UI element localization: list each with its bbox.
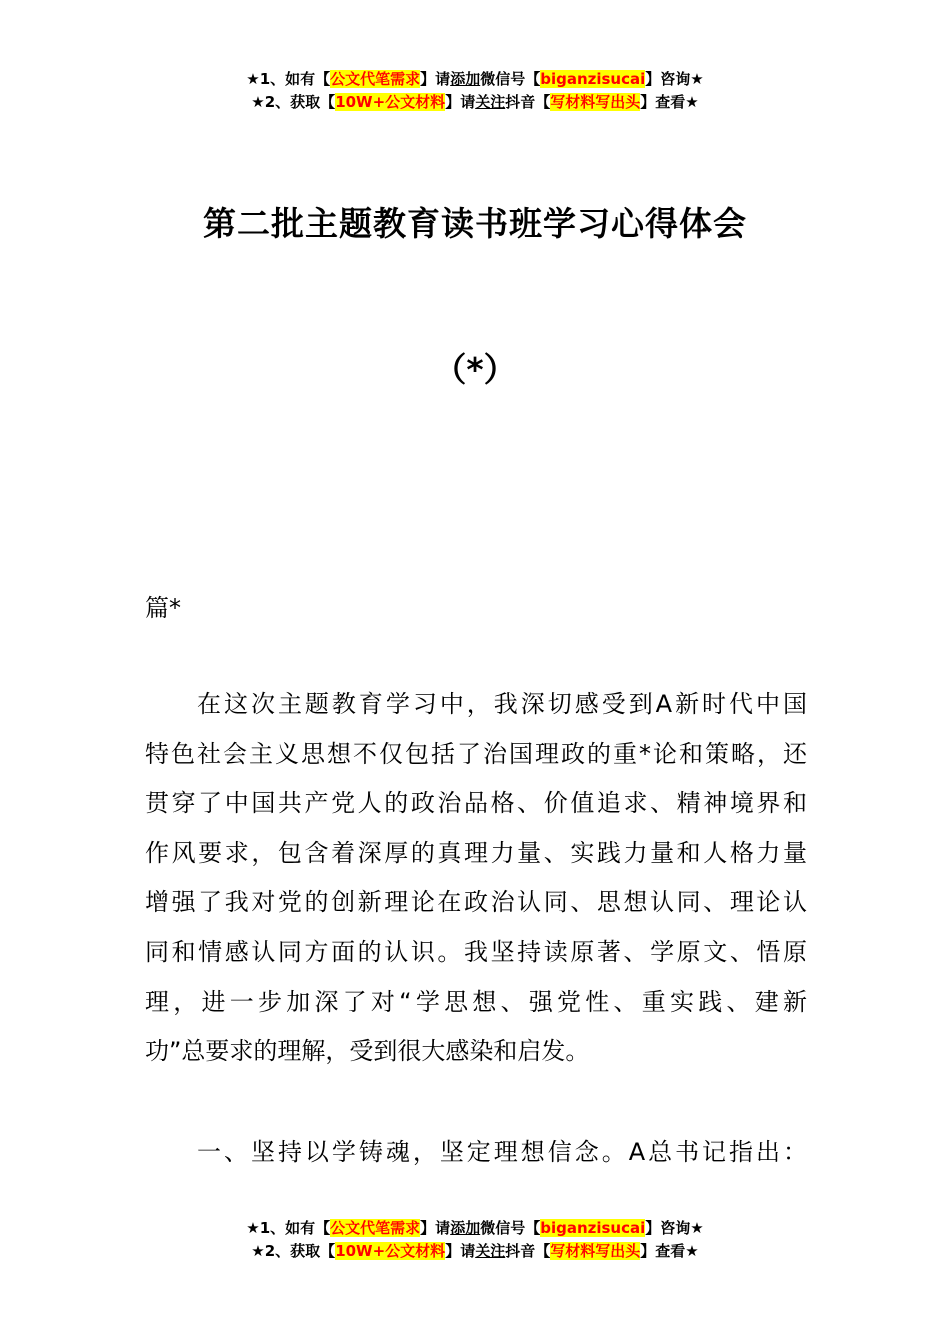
banner-highlight: 10W+公文材料 <box>335 93 446 111</box>
banner-text: 抖音【 <box>505 1242 551 1260</box>
paragraph-line: 同和情感认同方面的认识。我坚持读原著、学原文、悟原 <box>145 937 807 966</box>
paragraph-line: 增强了我对党的创新理论在政治认同、思想认同、理论认 <box>145 888 807 917</box>
banner-text: 】请 <box>445 93 476 111</box>
banner-text: 微信号【 <box>480 1219 541 1237</box>
paragraph-line: 特色社会主义思想不仅包括了治国理政的重*论和策略，还 <box>145 739 807 768</box>
banner-highlight: biganzisucai <box>540 70 646 88</box>
banner-text: 】请 <box>420 70 451 88</box>
header-banner <box>0 68 950 114</box>
paragraph-line: 作风要求，包含着深厚的真理力量、实践力量和人格力量 <box>145 838 807 867</box>
banner-text: 抖音【 <box>505 93 551 111</box>
document-subtitle: （*） <box>433 350 517 389</box>
banner-highlight: biganzisucai <box>540 1219 646 1237</box>
banner-text: 】请 <box>445 1242 476 1260</box>
paragraph-line: 在这次主题教育学习中，我深切感受到A新时代中国 <box>197 690 807 718</box>
banner-text: ★1、如有【 <box>246 1219 331 1237</box>
banner-text: 】查看★ <box>640 93 699 111</box>
banner-underlined: 关注 <box>475 1242 506 1260</box>
section-label: 篇* <box>145 594 181 622</box>
banner-highlight: 写材料写出头 <box>550 93 641 111</box>
banner-underlined: 添加 <box>450 70 481 88</box>
footer-banner <box>0 1217 950 1263</box>
paragraph-line: 理，进一步加深了对“学思想、强党性、重实践、建新 <box>145 987 807 1016</box>
paragraph-line: 一、坚持以学铸魂，坚定理想信念。A总书记指出： <box>197 1138 807 1166</box>
banner-text: ★1、如有【 <box>246 70 331 88</box>
paragraph-line: 功”总要求的理解，受到很大感染和启发。 <box>145 1037 590 1066</box>
banner-underlined: 添加 <box>450 1219 481 1237</box>
banner-line-1 <box>0 1217 950 1240</box>
banner-text: ★2、获取【 <box>251 93 336 111</box>
paragraph-2 <box>145 1128 807 1178</box>
banner-text: 】咨询★ <box>645 70 704 88</box>
banner-text: ★2、获取【 <box>251 1242 336 1260</box>
banner-text: 】查看★ <box>640 1242 699 1260</box>
banner-highlight: 写材料写出头 <box>550 1242 641 1260</box>
banner-line-1 <box>0 68 950 91</box>
banner-highlight: 公文代笔需求 <box>330 1219 421 1237</box>
banner-text: 】咨询★ <box>645 1219 704 1237</box>
paragraph-line: 贯穿了中国共产党人的政治品格、价值追求、精神境界和 <box>145 789 807 818</box>
banner-highlight: 公文代笔需求 <box>330 70 421 88</box>
banner-text: 微信号【 <box>480 70 541 88</box>
banner-line-2 <box>0 1240 950 1263</box>
banner-underlined: 关注 <box>475 93 506 111</box>
paragraph-1 <box>145 680 807 1077</box>
banner-text: 】请 <box>420 1219 451 1237</box>
banner-highlight: 10W+公文材料 <box>335 1242 446 1260</box>
document-title: 第二批主题教育读书班学习心得体会 <box>203 204 747 243</box>
banner-line-2 <box>0 91 950 114</box>
